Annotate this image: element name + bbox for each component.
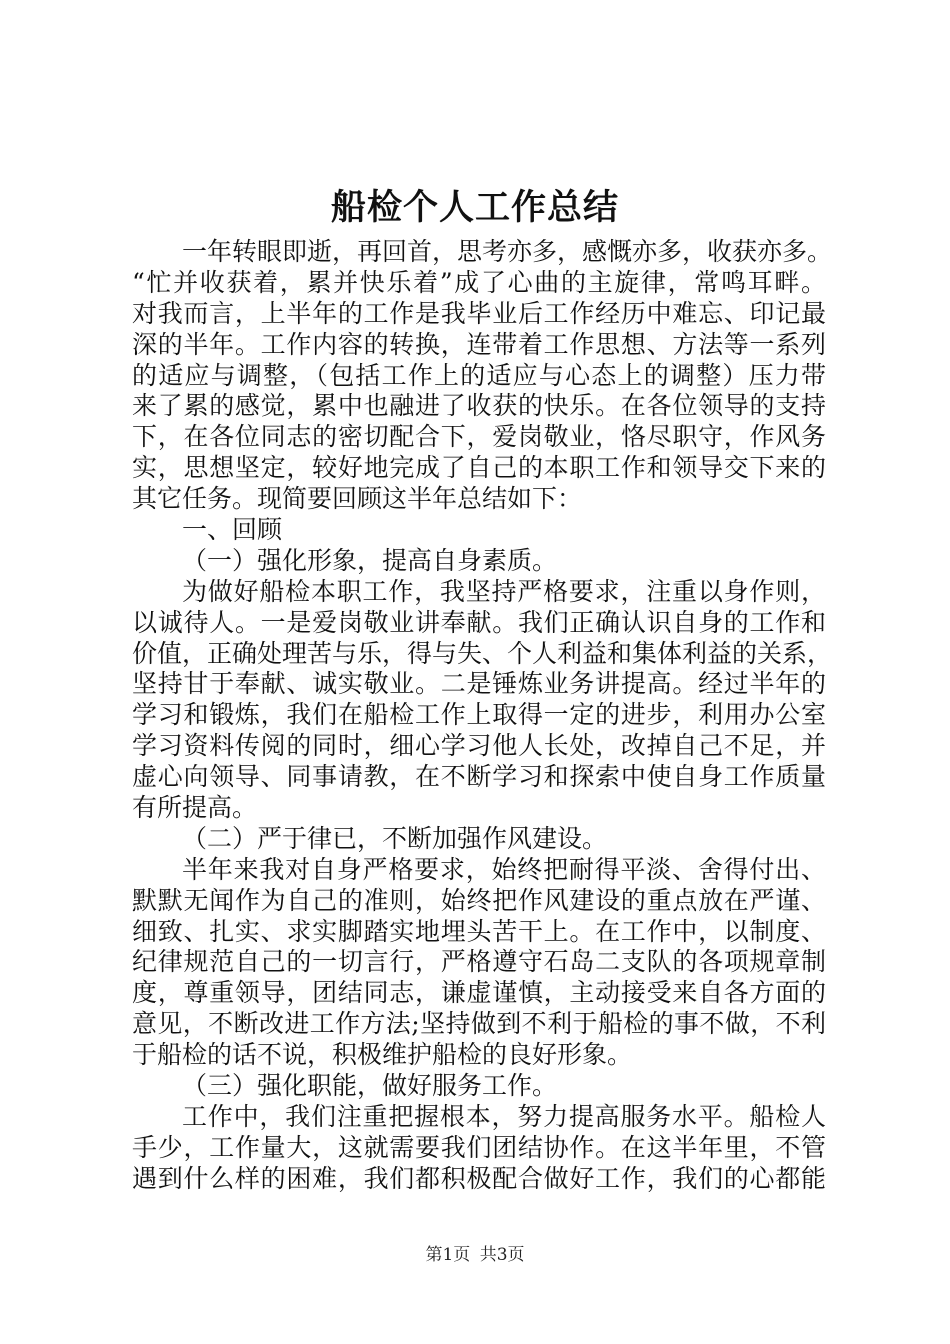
section-heading: （二）严于律已，不断加强作风建设。	[182, 823, 608, 853]
paragraph-line: 工作中，我们注重把握根本，努力提高服务水平。船检人	[182, 1101, 826, 1131]
paragraph-line: 实，思想坚定，较好地完成了自己的本职工作和领导交下来的	[132, 453, 826, 483]
paragraph-line: 学习资料传阅的同时，细心学习他人长处，改掉自己不足，并	[132, 731, 826, 761]
page-footer	[0, 1243, 950, 1267]
paragraph-line: 对我而言，上半年的工作是我毕业后工作经历中难忘、印记最	[132, 298, 826, 328]
section-heading: 一、回顾	[182, 515, 283, 545]
document-title: 船检个人工作总结	[330, 187, 619, 228]
paragraph-line: 细致、扎实、求实脚踏实地埋头苦干上。在工作中，以制度、	[132, 916, 826, 946]
paragraph-line: 有所提高。	[132, 793, 258, 823]
paragraph-line: 虚心向领导、同事请教，在不断学习和探索中使自身工作质量	[132, 762, 826, 792]
paragraph-line: 为做好船检本职工作，我坚持严格要求，注重以身作则，	[182, 576, 826, 606]
paragraph-line: 价值，正确处理苦与乐，得与失、个人利益和集体利益的关系，	[132, 638, 833, 668]
paragraph-line: 度，尊重领导，团结同志，谦虚谨慎，主动接受来自各方面的	[132, 978, 826, 1008]
paragraph-line: 以诚待人。一是爱岗敬业讲奉献。我们正确认识自身的工作和	[132, 607, 826, 637]
paragraph-line: 意见，不断改进工作方法;坚持做到不利于船检的事不做，不利	[132, 1009, 826, 1039]
paragraph-line: 半年来我对自身严格要求，始终把耐得平淡、舍得付出、	[182, 854, 826, 884]
paragraph-line: 坚持甘于奉献、诚实敬业。二是锤炼业务讲提高。经过半年的	[132, 669, 826, 699]
page-total: 共3页	[479, 1245, 525, 1265]
paragraph-line: “忙并收获着，累并快乐着”成了心曲的主旋律，常鸣耳畔。	[132, 267, 826, 297]
paragraph-line: 纪律规范自己的一切言行，严格遵守石岛二支队的各项规章制	[132, 947, 826, 977]
paragraph-line: 其它任务。现简要回顾这半年总结如下：	[132, 484, 583, 514]
page-number: 第1页	[425, 1245, 471, 1265]
paragraph-line: 来了累的感觉，累中也融进了收获的快乐。在各位领导的支持	[132, 391, 826, 421]
section-heading: （三）强化职能，做好服务工作。	[182, 1071, 558, 1101]
paragraph-line: 的适应与调整，（包括工作上的适应与心态上的调整）压力带	[132, 360, 826, 390]
paragraph-line: 一年转眼即逝，再回首，思考亦多，感慨亦多，收获亦多。	[182, 237, 833, 266]
section-heading: （一）强化形象，提高自身素质。	[182, 545, 558, 575]
paragraph-line: 默默无闻作为自己的准则，始终把作风建设的重点放在严谨、	[132, 885, 826, 915]
paragraph-line: 深的半年。工作内容的转换，连带着工作思想、方法等一系列	[132, 329, 826, 359]
paragraph-line: 遇到什么样的困难，我们都积极配合做好工作，我们的心都能	[132, 1163, 826, 1193]
paragraph-line: 下，在各位同志的密切配合下，爱岗敬业，恪尽职守，作风务	[132, 422, 826, 452]
paragraph-line: 于船检的话不说，积极维护船检的良好形象。	[132, 1040, 633, 1070]
paragraph-line: 手少，工作量大，这就需要我们团结协作。在这半年里，不管	[132, 1132, 826, 1162]
document-body	[132, 237, 833, 1195]
paragraph-line: 学习和锻炼，我们在船检工作上取得一定的进步，利用办公室	[132, 700, 826, 730]
